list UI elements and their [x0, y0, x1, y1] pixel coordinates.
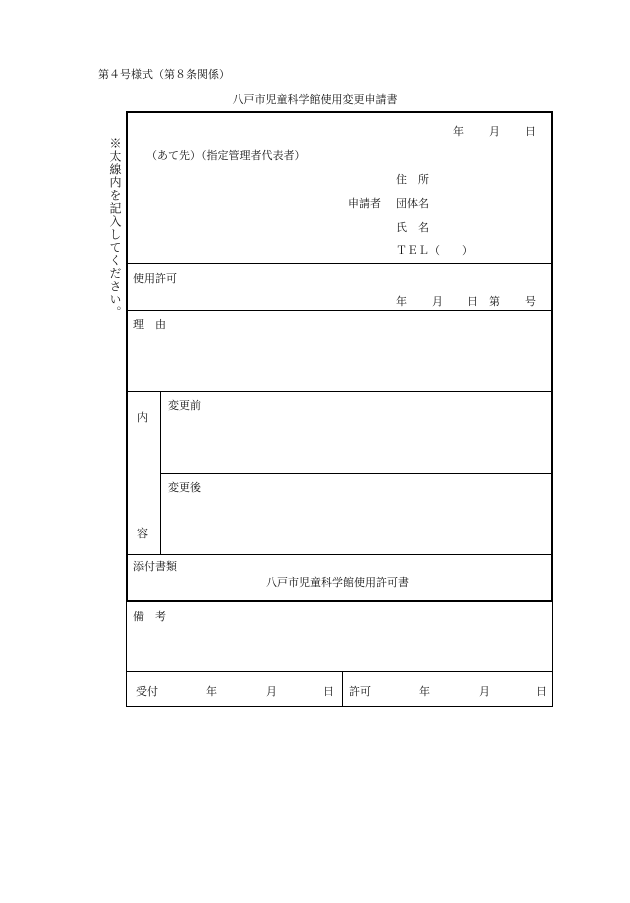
permitted-label: 許可 [349, 685, 371, 698]
permit-number-prefix: 第 [489, 295, 500, 308]
addressee-label: （あて先）（指定管理者代表者） [146, 149, 306, 162]
permit-label: 使用許可 [133, 272, 177, 285]
permit-year-label: 年 [396, 295, 407, 308]
attachments-label: 添付書類 [133, 560, 177, 573]
contents-label-top: 内 [137, 411, 148, 424]
divider-before-after [161, 473, 552, 474]
tel-label: ＴＥＬ（ ） [396, 244, 473, 257]
attachments-value: 八戸市児童科学館使用許可書 [266, 576, 409, 589]
fill-in-instruction: ※太線内を記入してください。 [108, 137, 122, 319]
group-name-label: 団体名 [396, 197, 429, 210]
permit-month-label: 月 [432, 295, 443, 308]
divider-contents-label [160, 391, 161, 554]
date-month-label: 月 [489, 125, 500, 138]
permitted-day-label: 日 [536, 685, 547, 698]
permit-day-label: 日 [467, 295, 478, 308]
reason-label: 理 由 [133, 318, 166, 331]
name-label: 氏 名 [396, 221, 429, 234]
received-month-label: 月 [266, 685, 277, 698]
form-number: 第４号様式（第８条関係） [98, 68, 230, 81]
received-day-label: 日 [323, 685, 334, 698]
divider-remarks [127, 671, 552, 672]
divider-contents [127, 554, 552, 555]
date-year-label: 年 [453, 125, 464, 138]
permitted-month-label: 月 [479, 685, 490, 698]
permit-number-suffix: 号 [525, 295, 536, 308]
application-frame [126, 111, 553, 602]
permitted-year-label: 年 [419, 685, 430, 698]
after-change-label: 変更後 [168, 481, 201, 494]
divider-received-permitted [342, 671, 343, 707]
contents-label-bottom: 容 [137, 527, 148, 540]
before-change-label: 変更前 [168, 399, 201, 412]
divider-permit [127, 310, 552, 311]
received-label: 受付 [136, 685, 158, 698]
remarks-label: 備 考 [133, 610, 166, 623]
applicant-label: 申請者 [348, 197, 381, 210]
address-label: 住 所 [396, 173, 429, 186]
divider-applicant [127, 263, 552, 264]
date-day-label: 日 [525, 125, 536, 138]
divider-reason [127, 391, 552, 392]
received-year-label: 年 [206, 685, 217, 698]
document-title: 八戸市児童科学館使用変更申請書 [232, 93, 398, 106]
